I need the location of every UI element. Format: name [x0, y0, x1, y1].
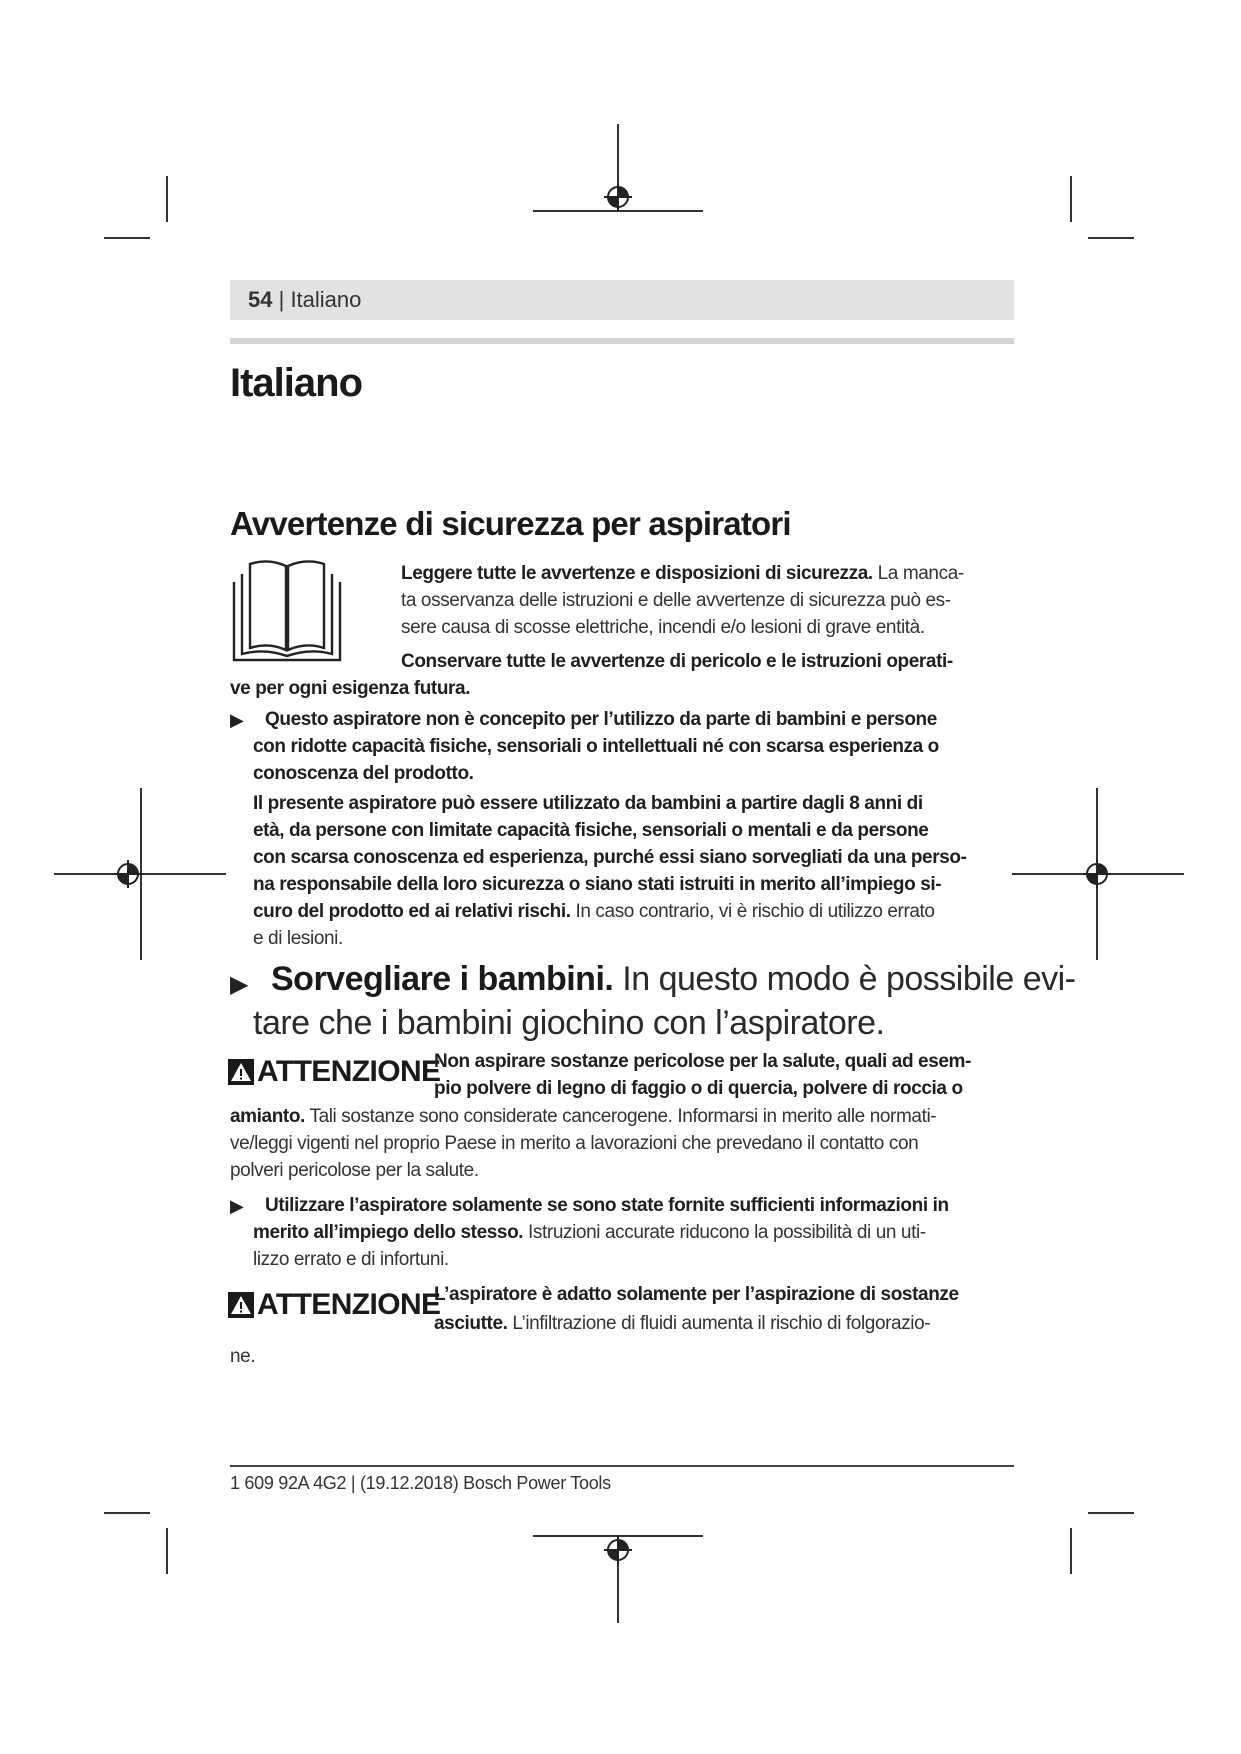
bullet3-line2: merito all’impiego dello stesso. Istruzioni accurate riducono la possibilità di un uti- [253, 1222, 926, 1243]
warning1-line5: polveri pericolose per la salute. [230, 1160, 479, 1181]
warning2-line3: ne. [230, 1346, 256, 1367]
bullet1-line9: e di lesioni. [253, 928, 343, 949]
footer-rule [230, 1465, 1014, 1467]
registration-mark-icon [604, 1536, 632, 1564]
bullet1-line4: Il presente aspiratore può essere utilizzato da bambini a partire dagli 8 anni di [253, 793, 923, 814]
header-separator: | [272, 287, 291, 312]
bullet1-line7: na responsabile della loro sicurezza o siano stati istruiti in merito all’impiego si- [253, 874, 942, 895]
header-rule [230, 338, 1014, 344]
header-section: Italiano [290, 287, 362, 312]
intro-keep-line1: Conservare tutte le avvertenze di pericolo e le istruzioni operati- [401, 651, 953, 672]
warning1-line2: pio polvere di legno di faggio o di quercia, polvere di roccia o [434, 1078, 963, 1099]
bullet1-line1: Questo aspiratore non è concepito per l’utilizzo da parte di bambini e persone [265, 709, 937, 730]
intro-read-line2: ta osservanza delle istruzioni e delle avvertenze di sicurezza può es- [401, 590, 951, 611]
page-footer: 1 609 92A 4G2 | (19.12.2018) Bosch Power Tools [230, 1473, 611, 1493]
triangle-bullet-icon: ▶ [230, 971, 249, 998]
registration-mark-icon [604, 183, 632, 211]
warning2-line1: L’aspiratore è adatto solamente per l’aspirazione di sostanze [434, 1284, 959, 1305]
warning-triangle-icon [228, 1292, 254, 1318]
page-title: Italiano [230, 361, 363, 405]
bullet2-line1: Sorvegliare i bambini. In questo modo è possibile evi- [271, 960, 1076, 998]
bullet1-line3: conoscenza del prodotto. [253, 763, 474, 784]
warning1-line3: amianto. Tali sostanze sono considerate cancerogene. Informarsi in merito alle normati- [230, 1106, 937, 1127]
bullet1-line2: con ridotte capacità fisiche, sensoriali o intellettuali né con scarsa esperienza o [253, 736, 939, 757]
bullet1-line8: curo del prodotto ed ai relativi rischi. In caso contrario, vi è rischio di utilizzo errato [253, 901, 935, 922]
warning-label: ATTENZIONE [228, 1055, 440, 1089]
registration-mark-icon [114, 860, 142, 888]
warning1-line1: Non aspirare sostanze pericolose per la salute, quali ad esem- [434, 1051, 971, 1072]
page-header [248, 288, 361, 312]
warning1-line4: ve/leggi vigenti nel proprio Paese in merito a lavorazioni che prevedano il contatto con [230, 1133, 919, 1154]
intro-keep-line2: ve per ogni esigenza futura. [230, 678, 471, 699]
warning-triangle-icon [228, 1059, 254, 1085]
bullet1-line5: età, da persone con limitate capacità fisiche, sensoriali o mentali e da persone [253, 820, 929, 841]
intro-read-line1: Leggere tutte le avvertenze e disposizioni di sicurezza. La manca- [401, 563, 964, 584]
triangle-bullet-icon: ▶ [230, 1196, 244, 1216]
page-number: 54 [248, 287, 273, 312]
bullet2-line2: tare che i bambini giochino con l’aspiratore. [253, 1004, 885, 1042]
section-title: Avvertenze di sicurezza per aspiratori [230, 505, 791, 542]
bullet3-line3: lizzo errato e di infortuni. [253, 1249, 449, 1270]
warning2-line2: asciutte. L’infiltrazione di fluidi aumenta il rischio di folgorazio- [434, 1313, 931, 1334]
registration-mark-icon [1083, 860, 1111, 888]
triangle-bullet-icon: ▶ [230, 710, 244, 730]
open-book-icon [228, 556, 346, 662]
bullet1-line6: con scarsa conoscenza ed esperienza, purché essi siano sorvegliati da una perso- [253, 847, 967, 868]
bullet3-line1: Utilizzare l’aspiratore solamente se sono state fornite sufficienti informazioni in [265, 1195, 949, 1216]
intro-read-line3: sere causa di scosse elettriche, incendi e/o lesioni di grave entità. [401, 617, 925, 638]
warning-label: ATTENZIONE [228, 1288, 440, 1322]
